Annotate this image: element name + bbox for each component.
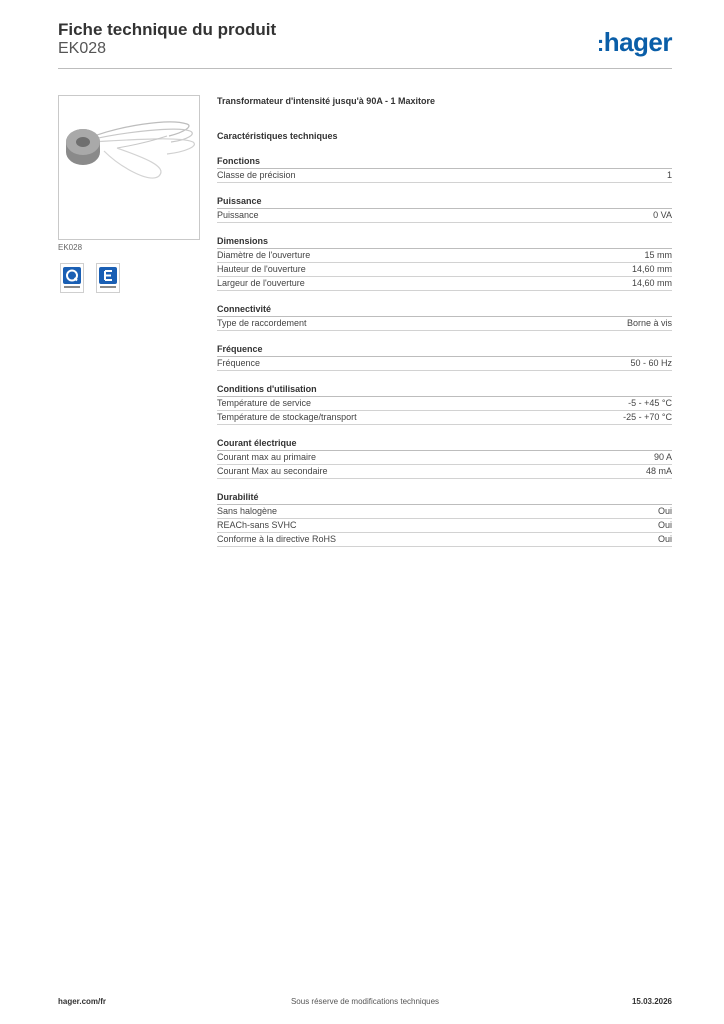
section-title: Dimensions <box>217 235 672 249</box>
spec-row <box>217 169 672 183</box>
spec-section <box>217 343 672 371</box>
spec-row <box>217 411 672 425</box>
hager-logo: :hager <box>596 27 672 57</box>
spec-value: 14,60 mm <box>631 278 672 288</box>
spec-value: -5 - +45 °C <box>628 398 672 408</box>
spec-value: Oui <box>657 534 672 544</box>
spec-value: 0 VA <box>653 210 672 220</box>
product-image <box>58 95 200 240</box>
spec-row <box>217 249 672 263</box>
page-header <box>58 20 276 58</box>
spec-value: 14,60 mm <box>631 264 672 274</box>
spec-row <box>217 209 672 223</box>
spec-label: Type de raccordement <box>217 318 307 328</box>
spec-row <box>217 357 672 371</box>
spec-value: 48 mA <box>645 466 672 476</box>
spec-row <box>217 505 672 519</box>
spec-label: REACh-sans SVHC <box>217 520 297 530</box>
section-title: Conditions d'utilisation <box>217 383 672 397</box>
image-caption: EK028 <box>58 243 83 252</box>
section-title: Fonctions <box>217 155 672 169</box>
spec-section <box>217 491 672 547</box>
spec-label: Courant Max au secondaire <box>217 466 328 476</box>
spec-label: Conforme à la directive RoHS <box>217 534 337 544</box>
footer-date: 15.03.2026 <box>631 997 672 1006</box>
spec-label: Température de service <box>217 398 312 408</box>
logo-text: hager <box>603 27 672 57</box>
spec-section <box>217 195 672 223</box>
spec-section <box>217 303 672 331</box>
spec-label: Puissance <box>217 210 259 220</box>
spec-section <box>217 155 672 183</box>
spec-sections <box>217 155 672 547</box>
spec-value: 1 <box>666 170 672 180</box>
spec-label: Hauteur de l'ouverture <box>217 264 306 274</box>
environment-e-icon <box>97 264 119 292</box>
spec-label: Classe de précision <box>217 170 296 180</box>
section-title: Connectivité <box>217 303 672 317</box>
section-title: Courant électrique <box>217 437 672 451</box>
spec-label: Diamètre de l'ouverture <box>217 250 311 260</box>
spec-value: Oui <box>657 506 672 516</box>
section-title: Puissance <box>217 195 672 209</box>
spec-section <box>217 235 672 291</box>
certification-badge-e <box>96 263 120 293</box>
current-transformer-illustration <box>59 96 199 239</box>
spec-row <box>217 533 672 547</box>
spec-section <box>217 437 672 479</box>
spec-value: 50 - 60 Hz <box>630 358 672 368</box>
product-reference: EK028 <box>58 40 107 57</box>
spec-row <box>217 451 672 465</box>
header-divider <box>58 68 672 69</box>
spec-value: -25 - +70 °C <box>623 412 672 422</box>
spec-value: 90 A <box>653 452 672 462</box>
spec-section <box>217 383 672 425</box>
spec-value: 15 mm <box>644 250 672 260</box>
spec-label: Courant max au primaire <box>217 452 317 462</box>
spec-label: Sans halogène <box>217 506 278 516</box>
characteristics-heading: Caractéristiques techniques <box>217 131 338 141</box>
page-title: Fiche technique du produit <box>58 20 277 39</box>
spec-value: Oui <box>657 520 672 530</box>
spec-label: Largeur de l'ouverture <box>217 278 305 288</box>
spec-row <box>217 263 672 277</box>
footer-website: hager.com/fr <box>58 997 107 1006</box>
spec-row <box>217 465 672 479</box>
specifications-panel <box>217 94 672 547</box>
spec-label: Fréquence <box>217 358 261 368</box>
product-description: Transformateur d'intensité jusqu'à 90A - 1 Maxitore <box>217 96 435 106</box>
section-title: Durabilité <box>217 491 672 505</box>
footer-disclaimer: Sous réserve de modifications techniques <box>290 997 440 1006</box>
spec-row <box>217 317 672 331</box>
spec-row <box>217 277 672 291</box>
spec-label: Température de stockage/transport <box>217 412 357 422</box>
certification-badge-q <box>60 263 84 293</box>
spec-row <box>217 397 672 411</box>
quality-q-icon <box>61 264 83 292</box>
spec-row <box>217 519 672 533</box>
page-footer <box>58 997 672 1009</box>
spec-value: Borne à vis <box>626 318 672 328</box>
section-title: Fréquence <box>217 343 672 357</box>
